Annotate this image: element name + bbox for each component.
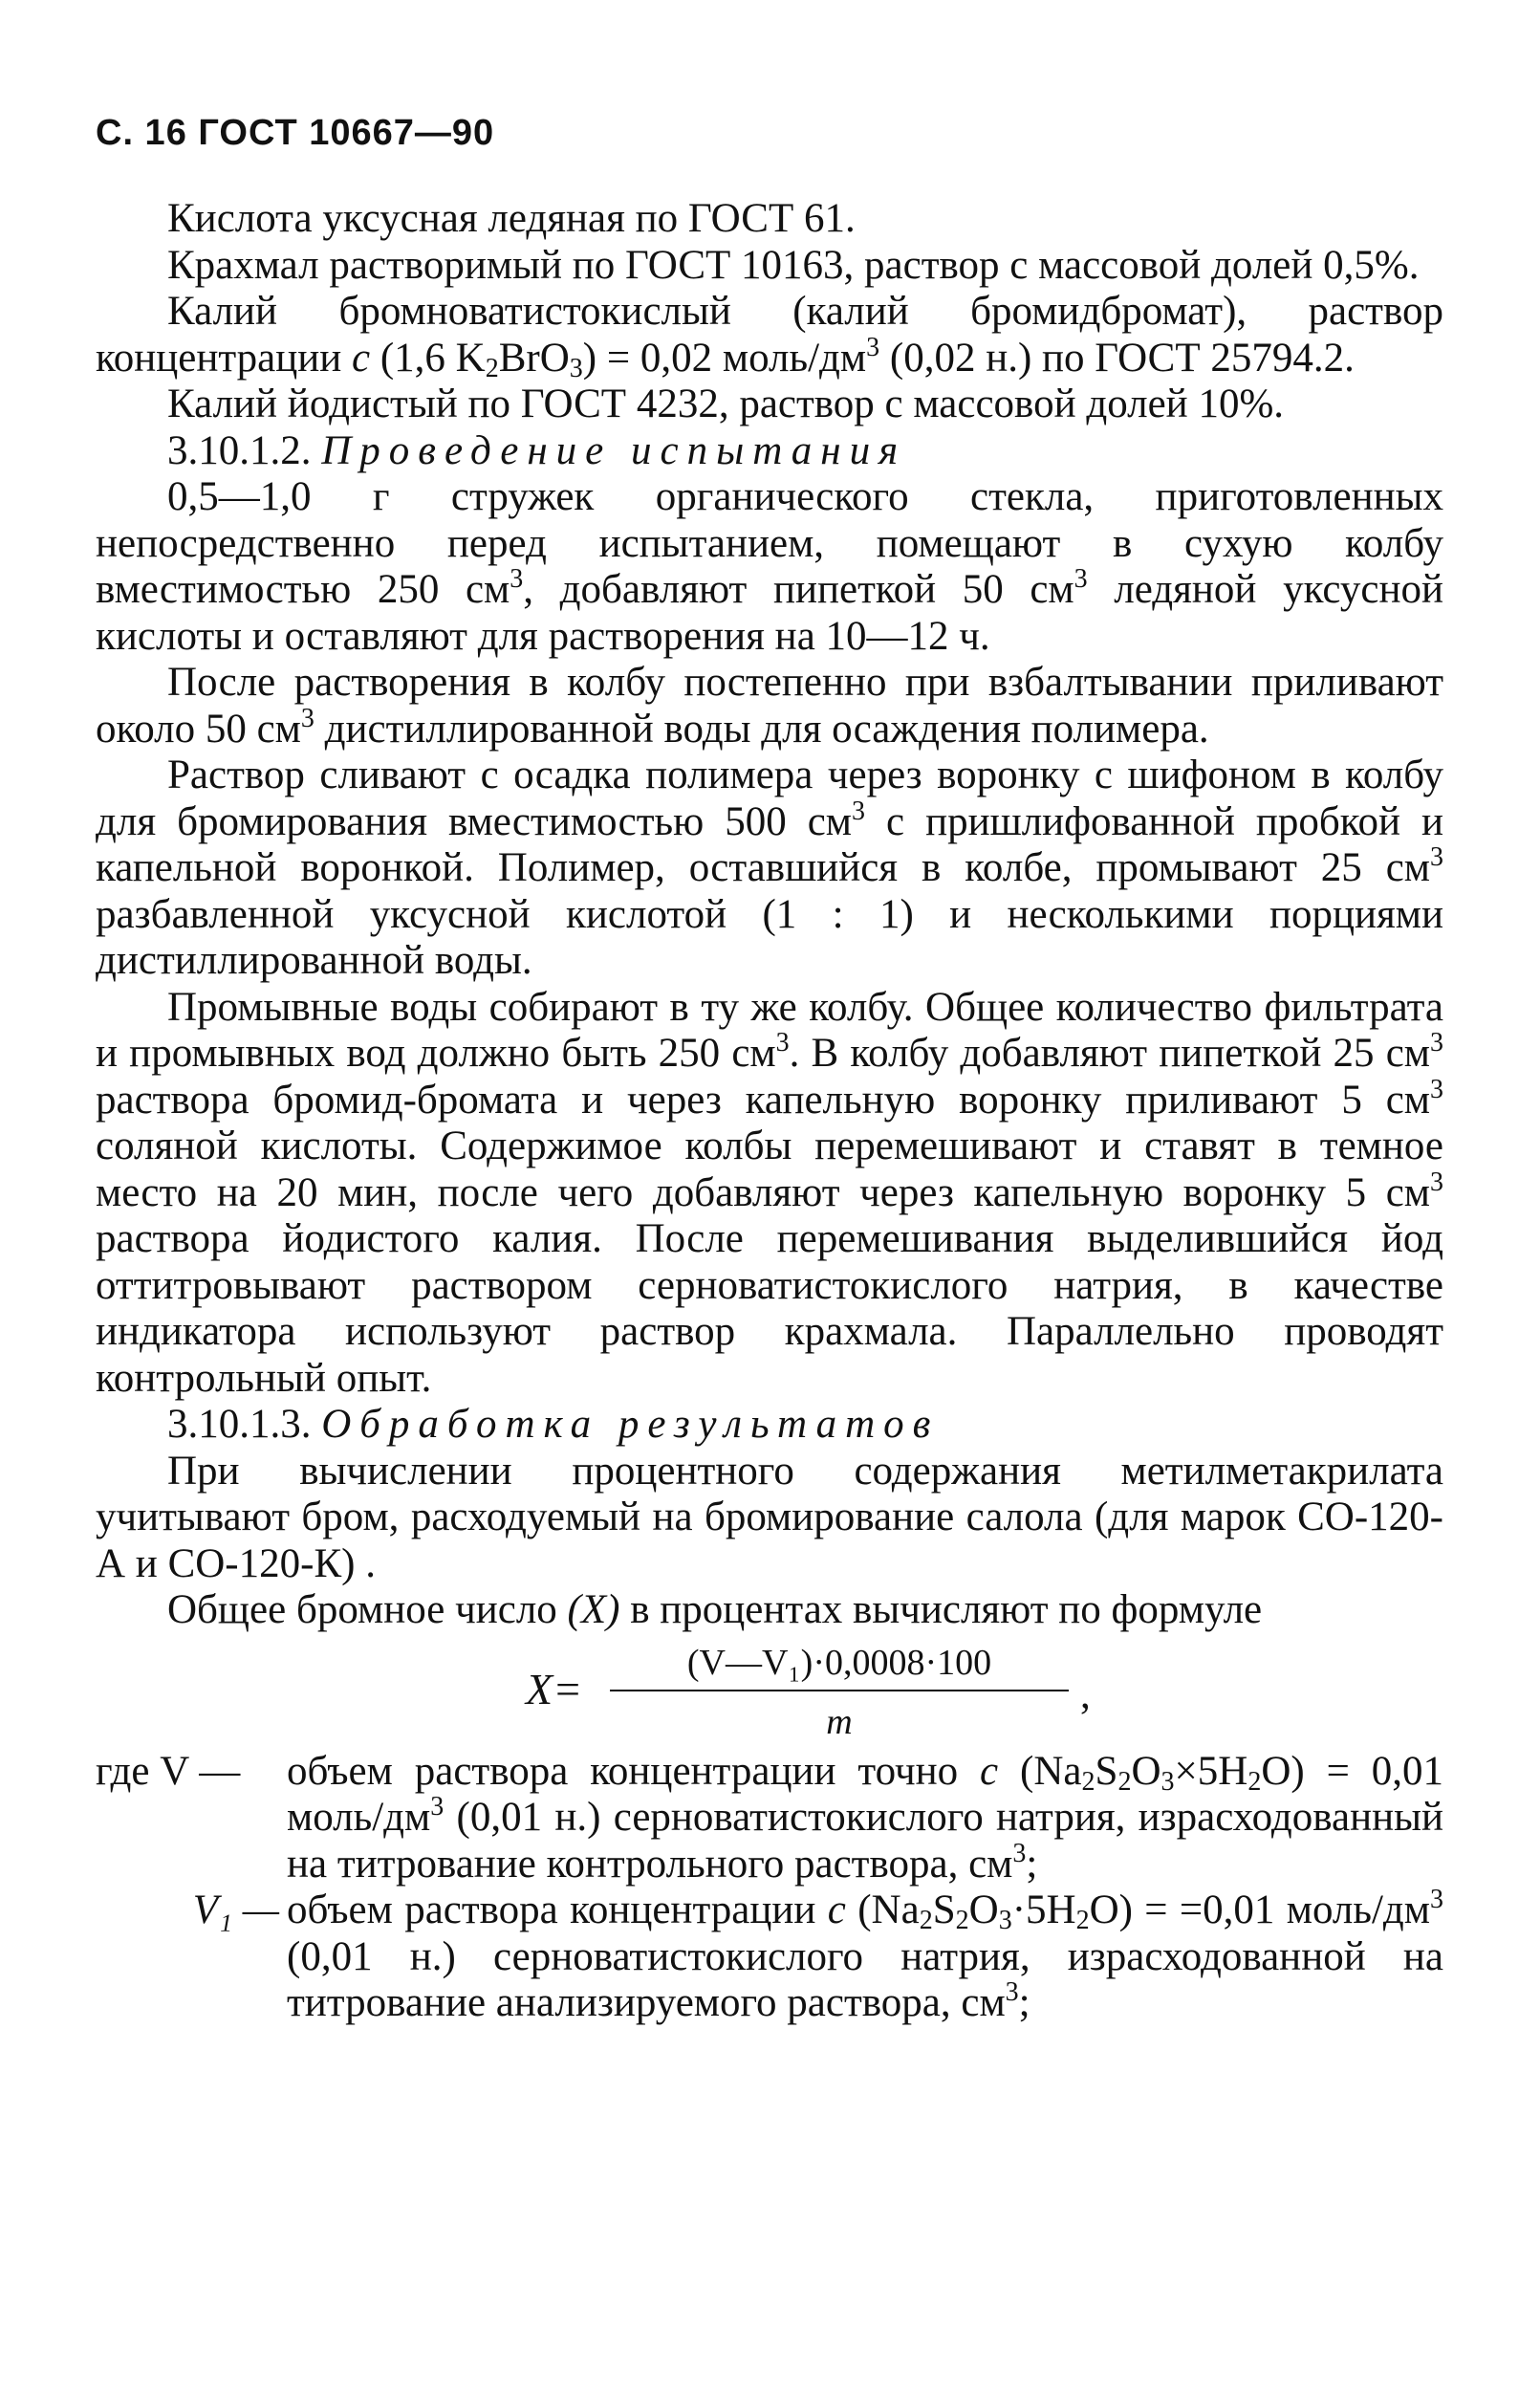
- page-header: С. 16 ГОСТ 10667—90: [96, 113, 495, 153]
- section-heading-results: 3.10.1.3. Обработка результатов: [167, 1402, 940, 1447]
- definition-term-v1: V₁ —: [192, 1887, 279, 1932]
- section-heading-procedure: 3.10.1.2. Проведение испытания: [167, 427, 907, 473]
- definition-text-v: объем раствора концентрации точно c $(Na_2S_2O_3\times 5H_2O) = 0,01$ моль/$дм^3$ (0,01 н.) серноватистокислого натрия, израсходованный на титрование контрольного раствора, $см^3$;: [287, 1748, 1444, 1887]
- paragraph-filtering: Раствор сливают с осадка полимера через воронку с шифоном в колбу для бромирования вместимостью 500 $см^3$ с пришлифованной пробкой и капельной воронкой. Полимер, оставшийся в колбе, промывают 25 $см^3$ разбавленной уксусной кислотой (1 : 1) и несколькими порциями дистиллированной воды.: [96, 753, 1443, 983]
- paragraph-dissolution: После растворения в колбу постепенно при взбалтывании приливают около 50 $см^3$ дистиллированной воды для осаждения полимера.: [96, 660, 1443, 752]
- definition-text-v1: объем раствора концентрации c $(Na_2S_2O_3\cdot 5H_2O) = =0,01$ моль/$дм^3$ (0,01 н.) серноватистокислого натрия, израсходованной на титрование анализируемого раствора, $см^3$;: [287, 1885, 1444, 2025]
- paragraph-calculation-note: При вычислении процентного содержания метилметакрилата учитывают бром, расходуемый на бромирование салола (для марок СО-120-А и СО-120-К) .: [96, 1448, 1443, 1586]
- paragraph-titration: Промывные воды собирают в ту же колбу. Общее количество фильтрата и промывных вод должно быть 250 $см^3$. В колбу добавляют пипеткой 25 $см^3$ раствора бромид-бромата и через капельную воронку приливают 5 $см^3$ соляной кислоты. Содержимое колбы перемешивают и ставят в темное место на 20 мин, после чего добавляют через капельную воронку 5 $см^3$ раствора йодистого калия. После перемешивания выделившийся йод оттитровывают раствором серноватистокислого натрия, в качестве индикатора используют раствор крахмала. Параллельно проводят контрольный опыт.: [96, 984, 1443, 1401]
- formula-numerator: (V—V₁)·0,0008·100: [610, 1640, 1069, 1692]
- paragraph-potassium-iodide: Калий йодистый по ГОСТ 4232, раствор с массовой долей 10%.: [167, 382, 1285, 426]
- formula-denominator: m: [826, 1702, 853, 1742]
- paragraph-bromate: Калий бромноватистокислый (калий бромидбромат), раствор концентрации c (1,6 $K_2BrO_3) = 0,02$ моль/$дм^3$ (0,02 н.) по ГОСТ 25794.2.: [96, 289, 1443, 383]
- definition-term-v: где V —: [96, 1748, 241, 1794]
- paragraph-starch: Крахмал растворимый по ГОСТ 10163, раствор с массовой долей 0,5%.: [167, 242, 1420, 288]
- definition-v1: [96, 1887, 1443, 2027]
- formula-comma: ,: [1080, 1671, 1091, 1717]
- formula-lhs: X=: [526, 1664, 583, 1713]
- variable-definitions: [96, 1749, 1443, 2027]
- paragraph-acetic-acid: Кислота уксусная ледяная по ГОСТ 61.: [167, 196, 856, 241]
- document-body: [96, 196, 1443, 2027]
- formula-fraction: [610, 1640, 1069, 1746]
- definition-v: [96, 1749, 1443, 1888]
- paragraph-formula-intro: Общее бромное число (X) в процентах вычисляют по формуле: [167, 1587, 1263, 1632]
- bromine-number-formula: [96, 1640, 1443, 1745]
- paragraph-sample: 0,5—1,0 г стружек органического стекла, приготовленных непосредственно перед испытанием, помещают в сухую колбу вместимостью 250 $см^3$, добавляют пипеткой 50 $см^3$ ледяной уксусной кислоты и оставляют для растворения на 10—12 ч.: [96, 474, 1444, 659]
